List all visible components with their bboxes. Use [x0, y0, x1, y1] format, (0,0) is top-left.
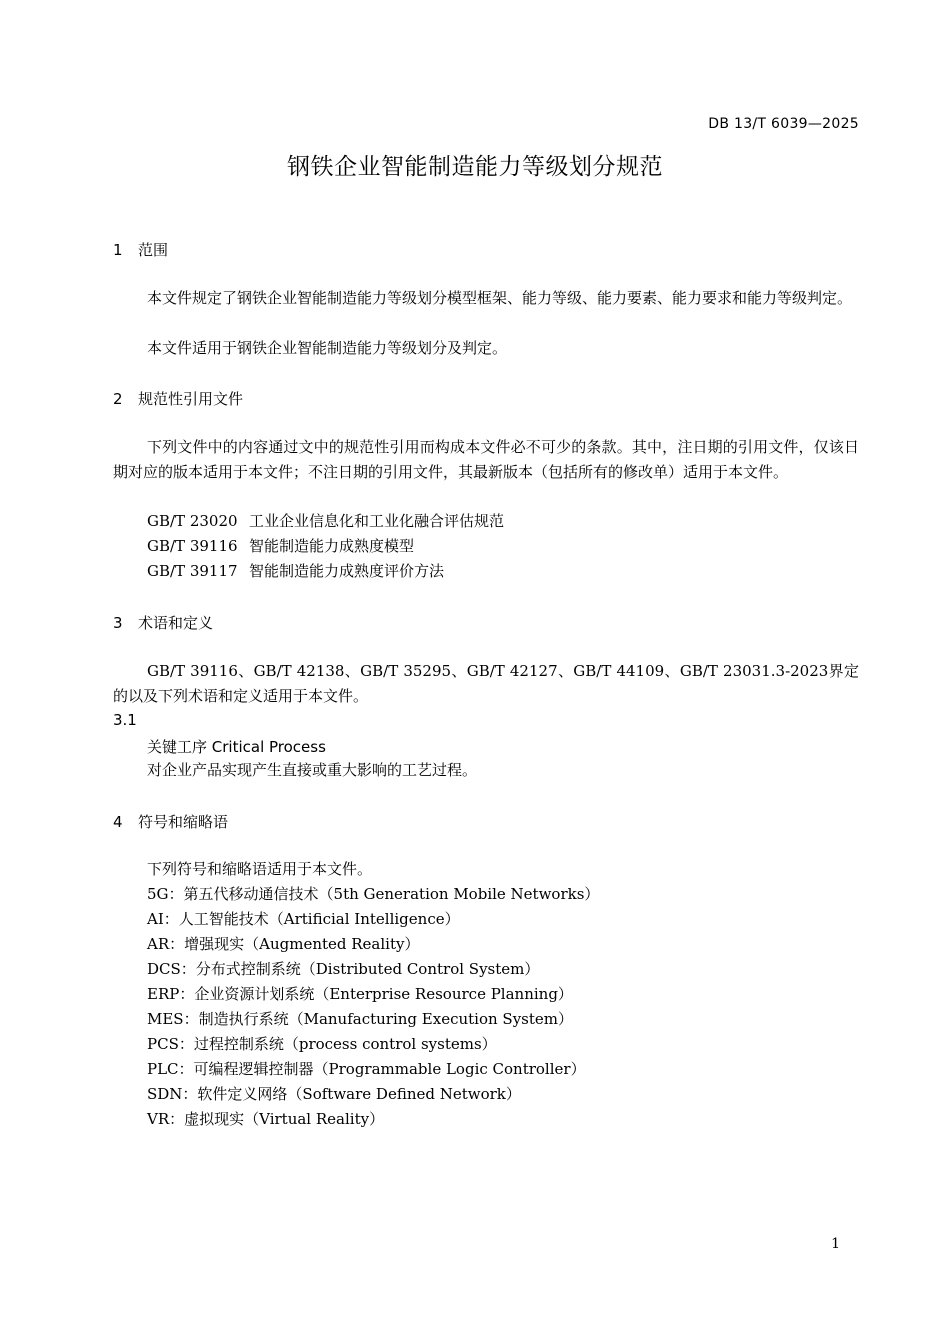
abbreviation-item: AR：增强现实（Augmented Reality） [147, 935, 420, 953]
term-name: 关键工序 Critical Process [147, 738, 326, 756]
reference-code: GB/T 39116 [147, 537, 238, 555]
reference-item [147, 559, 444, 584]
reference-name: 智能制造能力成熟度评价方法 [249, 562, 445, 580]
abbreviation-item: PCS：过程控制系统（process control systems） [147, 1035, 497, 1053]
document-title: 钢铁企业智能制造能力等级划分规范 [287, 154, 663, 180]
section-title: 术语和定义 [138, 614, 214, 632]
section-title: 范围 [138, 241, 169, 259]
reference-name: 工业企业信息化和工业化融合评估规范 [249, 512, 505, 530]
term-number: 3.1 [113, 711, 137, 729]
section-number: 4 [113, 813, 123, 831]
section-title: 符号和缩略语 [138, 813, 229, 831]
section-heading-normative-references [113, 388, 243, 409]
section-number: 2 [113, 390, 123, 408]
paragraph: 本文件规定了钢铁企业智能制造能力等级划分模型框架、能力等级、能力要素、能力要求和能力等级判定。 [147, 289, 853, 307]
reference-code: GB/T 39117 [147, 562, 238, 580]
section-heading-abbreviations [113, 811, 228, 832]
abbreviation-item: 5G：第五代移动通信技术（5th Generation Mobile Networks） [147, 885, 600, 903]
section-title: 规范性引用文件 [138, 390, 244, 408]
reference-code: GB/T 23020 [147, 512, 238, 530]
abbreviation-item: ERP：企业资源计划系统（Enterprise Resource Planning） [147, 985, 573, 1003]
section-heading-terms-definitions [113, 612, 213, 633]
abbreviation-item: SDN：软件定义网络（Software Defined Network） [147, 1085, 521, 1103]
section-heading-scope [113, 239, 168, 260]
abbreviation-item: AI：人工智能技术（Artificial Intelligence） [147, 910, 460, 928]
reference-name: 智能制造能力成熟度模型 [249, 537, 415, 555]
reference-item [147, 509, 504, 534]
page-number: 1 [831, 1236, 840, 1252]
section-number: 1 [113, 241, 123, 259]
term-definition: 对企业产品实现产生直接或重大影响的工艺过程。 [147, 761, 478, 779]
abbreviation-item: PLC：可编程逻辑控制器（Programmable Logic Controller） [147, 1060, 586, 1078]
abbreviation-item: DCS：分布式控制系统（Distributed Control System） [147, 960, 540, 978]
paragraph: 本文件适用于钢铁企业智能制造能力等级划分及判定。 [147, 339, 508, 357]
reference-item [147, 534, 414, 559]
abbreviation-item: MES：制造执行系统（Manufacturing Execution System） [147, 1010, 573, 1028]
abbreviations-intro: 下列符号和缩略语适用于本文件。 [147, 860, 373, 878]
paragraph: GB/T 39116、GB/T 42138、GB/T 35295、GB/T 42127、GB/T 44109、GB/T 23031.3-2023界定的以及下列术语和定义适用于本文件。 [113, 662, 859, 705]
abbreviation-item: VR：虚拟现实（Virtual Reality） [147, 1110, 385, 1128]
document-number: DB 13/T 6039—2025 [708, 116, 859, 132]
section-number: 3 [113, 614, 123, 632]
paragraph: 下列文件中的内容通过文中的规范性引用而构成本文件必不可少的条款。其中，注日期的引用文件，仅该日期对应的版本适用于本文件；不注日期的引用文件，其最新版本（包括所有的修改单）适用于本文件。 [113, 438, 859, 481]
